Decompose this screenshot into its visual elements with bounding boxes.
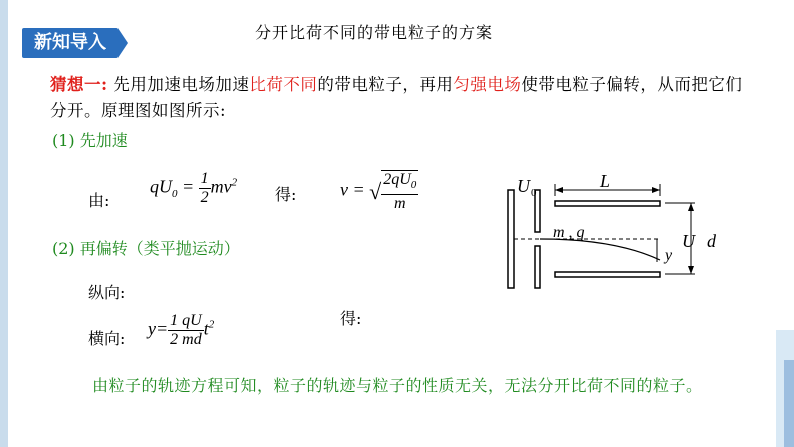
label-m-q: m , q: [553, 224, 585, 241]
hypothesis-label: 猜想一:: [50, 75, 108, 94]
label-L: L: [600, 171, 611, 191]
particle-trajectory: [540, 239, 660, 260]
vertical-label: 纵向:: [88, 283, 126, 302]
result-label-1: 得:: [275, 185, 297, 204]
label-y: y: [665, 247, 673, 264]
hypothesis-paragraph: [50, 72, 750, 124]
horizontal-label: 横向:: [88, 329, 126, 348]
deflection-plate-lower: [555, 272, 660, 277]
result-label-2: 得:: [340, 309, 362, 328]
from-label: 由:: [88, 191, 110, 210]
left-decoration-bar: [0, 0, 8, 447]
hypothesis-highlight-field: 匀强电场: [453, 75, 522, 94]
velocity-equation: v = √ $\frac{2qU_0}{m}$: [340, 171, 417, 213]
energy-equation: $qU_0$ = $\frac{1}{2}$ $mv^2$: [150, 170, 238, 206]
label-U0: U: [517, 176, 530, 196]
deflection-equation: y= $\frac{1}{2}$ $\frac{qU}{md}$ $t^2$: [148, 312, 215, 348]
deflection-plate-upper: [555, 201, 660, 206]
hypothesis-text-2: 的带电粒子，再用: [317, 75, 454, 94]
label-U: U: [682, 231, 695, 251]
step-deflect: (2) 再偏转（类平抛运动）: [52, 239, 240, 258]
step-accelerate: (1) 先加速: [52, 131, 128, 150]
accelerating-plate-right-lower: [535, 246, 540, 288]
section-badge: 新知导入: [22, 28, 118, 58]
label-U0-sub: 0: [531, 187, 537, 199]
principle-diagram: [495, 170, 735, 305]
right-decoration-accent: [784, 360, 794, 447]
label-d: d: [707, 231, 716, 251]
accelerating-plate-left: [508, 190, 514, 288]
page-title: 分开比荷不同的带电粒子的方案: [255, 23, 494, 42]
hypothesis-highlight-ratio: 比荷不同: [249, 75, 318, 94]
conclusion-text: 由粒子的轨迹方程可知，粒子的轨迹与粒子的性质无关，无法分开比荷不同的粒子。: [92, 376, 703, 395]
hypothesis-text-3: 使带电粒子偏转，从而把它们分开。原理图如图所示:: [50, 75, 743, 120]
hypothesis-text-1: 先用加速电场加速: [113, 75, 250, 94]
